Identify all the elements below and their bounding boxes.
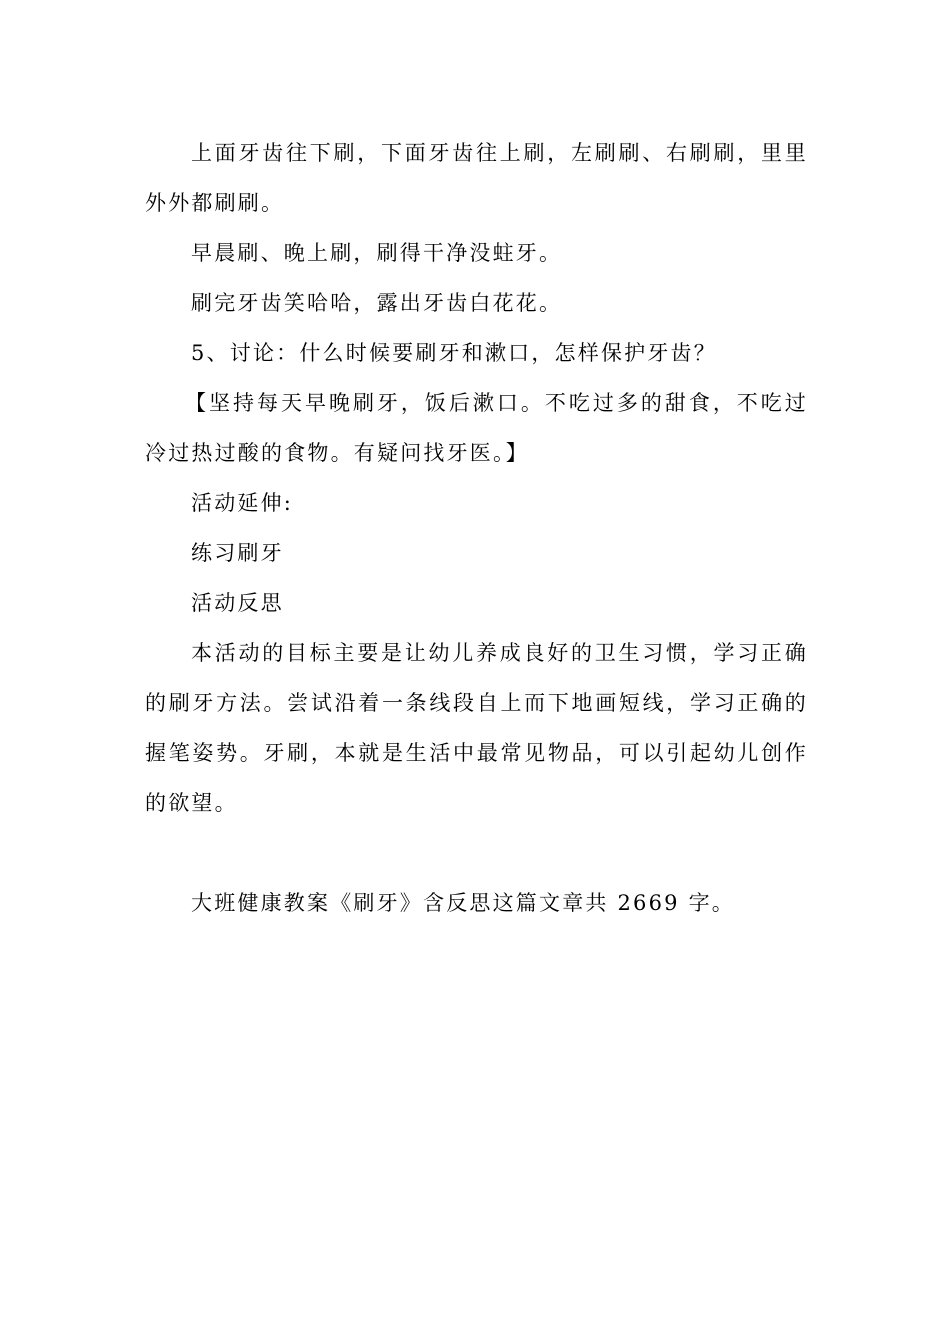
heading-activity-reflection: 活动反思 xyxy=(191,591,284,615)
document-body xyxy=(145,128,808,928)
paragraph-brushing-rhyme-3: 刷完牙齿笑哈哈，露出牙齿白花花。 xyxy=(191,291,563,315)
article-word-count-summary: 大班健康教案《刷牙》含反思这篇文章共 2669 字。 xyxy=(191,891,735,915)
paragraph-practice-brushing: 练习刷牙 xyxy=(191,541,284,565)
paragraph-discussion-question: 5、讨论：什么时候要刷牙和漱口，怎样保护牙齿？ xyxy=(191,341,717,365)
paragraph-discussion-answer: 【坚持每天早晚刷牙，饭后漱口。不吃过多的甜食，不吃过冷过热过酸的食物。有疑问找牙医。】 xyxy=(145,391,808,465)
paragraph-brushing-rhyme-2: 早晨刷、晚上刷，刷得干净没蛀牙。 xyxy=(191,241,563,265)
heading-activity-extension: 活动延伸: xyxy=(191,491,294,515)
paragraph-reflection-body: 本活动的目标主要是让幼儿养成良好的卫生习惯，学习正确的刷牙方法。尝试沿着一条线段自上而下地画短线，学习正确的握笔姿势。牙刷，本就是生活中最常见物品，可以引起幼儿创作的欲望。 xyxy=(145,641,808,815)
paragraph-brushing-rhyme-1: 上面牙齿往下刷，下面牙齿往上刷，左刷刷、右刷刷，里里外外都刷刷。 xyxy=(145,141,808,215)
